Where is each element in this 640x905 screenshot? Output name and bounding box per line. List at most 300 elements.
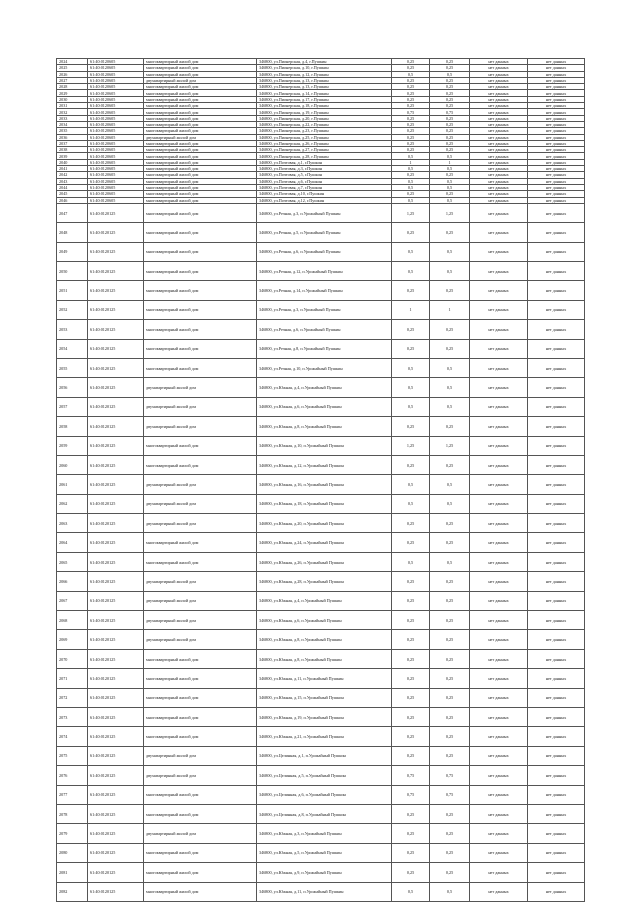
note-cell: нет данных	[528, 727, 585, 746]
row-number-cell: 2048	[57, 223, 88, 242]
area-total-cell: 0,25	[430, 611, 470, 630]
row-number-cell: 2039	[57, 153, 88, 159]
table-row	[57, 591, 585, 610]
object-type-cell: многоквартирный жилой дом	[144, 121, 257, 127]
cadastral-block-cell: 61:40:0120125	[88, 843, 144, 862]
row-number-cell: 2027	[57, 77, 88, 83]
owner-cell: нет данных	[470, 96, 528, 102]
cadastral-block-cell: 61:40:0120125	[88, 436, 144, 455]
owner-cell: нет данных	[470, 417, 528, 436]
address-cell: 346800, ул.Почтовая, д.10, г.Пушкин	[257, 191, 392, 197]
note-cell: нет данных	[528, 84, 585, 90]
object-type-cell: двухквартирный жилой дом	[144, 494, 257, 513]
note-cell: нет данных	[528, 109, 585, 115]
table-row	[57, 766, 585, 785]
cadastral-block-cell: 61:40:0120125	[88, 300, 144, 319]
table-row	[57, 262, 585, 281]
area-total-cell: 0,25	[430, 281, 470, 300]
note-cell: нет данных	[528, 59, 585, 65]
object-type-cell: многоквартирный жилой дом	[144, 178, 257, 184]
owner-cell: нет данных	[470, 727, 528, 746]
address-cell: 346800, ул.Речная, д.14, п.Урожайный Пушкин	[257, 281, 392, 300]
owner-cell: нет данных	[470, 766, 528, 785]
note-cell: нет данных	[528, 191, 585, 197]
cadastral-block-cell: 61:40:0120605	[88, 84, 144, 90]
row-number-cell: 2031	[57, 103, 88, 109]
note-cell: нет данных	[528, 494, 585, 513]
address-cell: 346800, ул.Речная, д.3, п.Урожайный Пушкин	[257, 300, 392, 319]
object-type-cell: многоквартирный жилой дом	[144, 172, 257, 178]
cadastral-block-cell: 61:40:0120605	[88, 103, 144, 109]
row-number-cell: 2059	[57, 436, 88, 455]
area-cell: 0,25	[392, 90, 430, 96]
cadastral-block-cell: 61:40:0120125	[88, 630, 144, 649]
table-row	[57, 669, 585, 688]
address-cell: 346800, ул.Южная, д.8, п.Урожайный Пушкин	[257, 417, 392, 436]
object-type-cell: многоквартирный жилой дом	[144, 669, 257, 688]
row-number-cell: 2046	[57, 197, 88, 203]
area-total-cell: 0,25	[430, 572, 470, 591]
owner-cell: нет данных	[470, 121, 528, 127]
table-row	[57, 455, 585, 474]
object-type-cell: двухквартирный жилой дом	[144, 378, 257, 397]
area-total-cell: 0,25	[430, 134, 470, 140]
area-cell: 0,5	[392, 494, 430, 513]
data-table	[56, 58, 585, 902]
object-type-cell: двухквартирный жилой дом	[144, 611, 257, 630]
row-number-cell: 2029	[57, 90, 88, 96]
cadastral-block-cell: 61:40:0120125	[88, 397, 144, 416]
owner-cell: нет данных	[470, 223, 528, 242]
object-type-cell: многоквартирный жилой дом	[144, 727, 257, 746]
row-number-cell: 2025	[57, 65, 88, 71]
row-number-cell: 2032	[57, 109, 88, 115]
row-number-cell: 2081	[57, 863, 88, 882]
note-cell: нет данных	[528, 203, 585, 222]
area-total-cell: 0,25	[430, 688, 470, 707]
owner-cell: нет данных	[470, 103, 528, 109]
area-cell: 0,5	[392, 166, 430, 172]
note-cell: нет данных	[528, 863, 585, 882]
object-type-cell: многоквартирный жилой дом	[144, 159, 257, 165]
owner-cell: нет данных	[470, 166, 528, 172]
area-cell: 0,5	[392, 358, 430, 377]
address-cell: 346800, ул.Южная, д.8, п.Урожайный Пушкин	[257, 649, 392, 668]
address-cell: 346800, ул.Пионерская, д.17, г.Пушкин	[257, 96, 392, 102]
area-cell: 0,25	[392, 533, 430, 552]
row-number-cell: 2040	[57, 159, 88, 165]
object-type-cell: многоквартирный жилой дом	[144, 90, 257, 96]
object-type-cell: двухквартирный жилой дом	[144, 417, 257, 436]
area-cell: 0,25	[392, 863, 430, 882]
cadastral-block-cell: 61:40:0120125	[88, 455, 144, 474]
cadastral-block-cell: 61:40:0120605	[88, 59, 144, 65]
table-row	[57, 611, 585, 630]
note-cell: нет данных	[528, 669, 585, 688]
cadastral-block-cell: 61:40:0120125	[88, 320, 144, 339]
area-total-cell: 0,25	[430, 746, 470, 765]
owner-cell: нет данных	[470, 397, 528, 416]
area-cell: 0,25	[392, 281, 430, 300]
object-type-cell: двухквартирный жилой дом	[144, 572, 257, 591]
note-cell: нет данных	[528, 128, 585, 134]
area-cell: 0,25	[392, 727, 430, 746]
table-row	[57, 358, 585, 377]
row-number-cell: 2072	[57, 688, 88, 707]
area-cell: 0,25	[392, 649, 430, 668]
table-row	[57, 688, 585, 707]
table-row	[57, 514, 585, 533]
area-total-cell: 0,5	[430, 397, 470, 416]
row-number-cell: 2070	[57, 649, 88, 668]
note-cell: нет данных	[528, 475, 585, 494]
object-type-cell: многоквартирный жилой дом	[144, 242, 257, 261]
table-row	[57, 746, 585, 765]
object-type-cell: многоквартирный жилой дом	[144, 115, 257, 121]
area-total-cell: 0,25	[430, 455, 470, 474]
area-cell: 0,5	[392, 262, 430, 281]
area-cell: 0,25	[392, 514, 430, 533]
area-total-cell: 0,25	[430, 591, 470, 610]
cadastral-block-cell: 61:40:0120605	[88, 77, 144, 83]
object-type-cell: многоквартирный жилой дом	[144, 71, 257, 77]
area-total-cell: 0,25	[430, 630, 470, 649]
cadastral-block-cell: 61:40:0120125	[88, 572, 144, 591]
object-type-cell: многоквартирный жилой дом	[144, 300, 257, 319]
owner-cell: нет данных	[470, 184, 528, 190]
owner-cell: нет данных	[470, 320, 528, 339]
area-total-cell: 0,5	[430, 153, 470, 159]
row-number-cell: 2075	[57, 746, 88, 765]
owner-cell: нет данных	[470, 90, 528, 96]
row-number-cell: 2035	[57, 128, 88, 134]
address-cell: 346800, ул.Пионерская, д.18, г.Пушкин	[257, 103, 392, 109]
area-cell: 0,25	[392, 804, 430, 823]
address-cell: 346800, ул.Речная, д.12, п.Урожайный Пушкин	[257, 262, 392, 281]
area-cell: 0,5	[392, 197, 430, 203]
note-cell: нет данных	[528, 121, 585, 127]
row-number-cell: 2082	[57, 882, 88, 901]
row-number-cell: 2076	[57, 766, 88, 785]
area-cell: 0,25	[392, 96, 430, 102]
address-cell: 346800, ул.Пионерская, д.28, г.Пушкин	[257, 153, 392, 159]
area-total-cell: 1	[430, 300, 470, 319]
owner-cell: нет данных	[470, 339, 528, 358]
object-type-cell: многоквартирный жилой дом	[144, 191, 257, 197]
note-cell: нет данных	[528, 746, 585, 765]
cadastral-block-cell: 61:40:0120125	[88, 863, 144, 882]
area-cell: 0,25	[392, 746, 430, 765]
cadastral-block-cell: 61:40:0120125	[88, 494, 144, 513]
cadastral-block-cell: 61:40:0120125	[88, 552, 144, 571]
address-cell: 346800, ул.Пионерская, д.13, г.Пушкин	[257, 77, 392, 83]
area-cell: 0,25	[392, 591, 430, 610]
address-cell: 346800, ул.Пионерская, д.12, г.Пушкин	[257, 71, 392, 77]
area-cell: 0,25	[392, 121, 430, 127]
address-cell: 346800, ул.Южная, д.15, п.Урожайный Пушкин	[257, 688, 392, 707]
area-total-cell: 0,25	[430, 707, 470, 726]
owner-cell: нет данных	[470, 455, 528, 474]
address-cell: 346800, ул.Целинная, д.5, п.Урожайный Пушкин	[257, 766, 392, 785]
area-total-cell: 0,5	[430, 552, 470, 571]
area-cell: 0,25	[392, 688, 430, 707]
cadastral-block-cell: 61:40:0120605	[88, 147, 144, 153]
object-type-cell: многоквартирный жилой дом	[144, 96, 257, 102]
row-number-cell: 2038	[57, 147, 88, 153]
area-cell: 0,75	[392, 109, 430, 115]
cadastral-block-cell: 61:40:0120125	[88, 358, 144, 377]
table-row	[57, 533, 585, 552]
table-row	[57, 397, 585, 416]
area-cell: 0,25	[392, 223, 430, 242]
address-cell: 346800, ул.Речная, д.5, п.Урожайный Пушкин	[257, 223, 392, 242]
object-type-cell: многоквартирный жилой дом	[144, 882, 257, 901]
table-row	[57, 223, 585, 242]
address-cell: 346800, ул.Южная, д.12, п.Урожайный Пушкин	[257, 455, 392, 474]
cadastral-block-cell: 61:40:0120605	[88, 134, 144, 140]
row-number-cell: 2034	[57, 121, 88, 127]
note-cell: нет данных	[528, 115, 585, 121]
row-number-cell: 2041	[57, 166, 88, 172]
address-cell: 346800, ул.Южная, д.11, п.Урожайный Пушкин	[257, 669, 392, 688]
object-type-cell: многоквартирный жилой дом	[144, 84, 257, 90]
object-type-cell: многоквартирный жилой дом	[144, 128, 257, 134]
owner-cell: нет данных	[470, 242, 528, 261]
area-total-cell: 0,25	[430, 65, 470, 71]
note-cell: нет данных	[528, 591, 585, 610]
object-type-cell: многоквартирный жилой дом	[144, 203, 257, 222]
object-type-cell: многоквартирный жилой дом	[144, 320, 257, 339]
address-cell: 346800, ул.Пионерская, д.22, г.Пушкин	[257, 121, 392, 127]
area-total-cell: 0,5	[430, 475, 470, 494]
table-row	[57, 378, 585, 397]
cadastral-block-cell: 61:40:0120605	[88, 140, 144, 146]
owner-cell: нет данных	[470, 300, 528, 319]
owner-cell: нет данных	[470, 707, 528, 726]
object-type-cell: двухквартирный жилой дом	[144, 514, 257, 533]
table-row	[57, 436, 585, 455]
note-cell: нет данных	[528, 90, 585, 96]
address-cell: 346800, ул.Пионерская, д.26, г.Пушкин	[257, 140, 392, 146]
area-total-cell: 0,5	[430, 378, 470, 397]
object-type-cell: двухквартирный жилой дом	[144, 77, 257, 83]
address-cell: 346800, ул.Южная, д.3, п.Урожайный Пушкин	[257, 824, 392, 843]
note-cell: нет данных	[528, 766, 585, 785]
cadastral-block-cell: 61:40:0120605	[88, 197, 144, 203]
area-cell: 0,25	[392, 140, 430, 146]
object-type-cell: многоквартирный жилой дом	[144, 688, 257, 707]
cadastral-block-cell: 61:40:0120125	[88, 591, 144, 610]
table-row	[57, 572, 585, 591]
address-cell: 346800, ул.Целинная, д.6, п.Урожайный Пушкин	[257, 785, 392, 804]
row-number-cell: 2028	[57, 84, 88, 90]
cadastral-block-cell: 61:40:0120605	[88, 121, 144, 127]
owner-cell: нет данных	[470, 115, 528, 121]
object-type-cell: двухквартирный жилой дом	[144, 746, 257, 765]
owner-cell: нет данных	[470, 71, 528, 77]
area-cell: 0,25	[392, 77, 430, 83]
row-number-cell: 2065	[57, 552, 88, 571]
area-cell: 0,25	[392, 128, 430, 134]
owner-cell: нет данных	[470, 197, 528, 203]
owner-cell: нет данных	[470, 65, 528, 71]
area-cell: 0,75	[392, 766, 430, 785]
address-cell: 346800, ул.Пионерская, д.19, г.Пушкин	[257, 109, 392, 115]
table-row	[57, 417, 585, 436]
address-cell: 346800, ул.Речная, д.3, п.Урожайный Пушкин	[257, 203, 392, 222]
area-total-cell: 0,25	[430, 121, 470, 127]
area-cell: 0,5	[392, 184, 430, 190]
area-total-cell: 0,5	[430, 242, 470, 261]
object-type-cell: многоквартирный жилой дом	[144, 223, 257, 242]
area-total-cell: 0,25	[430, 824, 470, 843]
note-cell: нет данных	[528, 172, 585, 178]
object-type-cell: многоквартирный жилой дом	[144, 785, 257, 804]
owner-cell: нет данных	[470, 84, 528, 90]
address-cell: 346800, ул.Южная, д.18, п.Урожайный Пушкин	[257, 494, 392, 513]
address-cell: 346800, ул.Почтовая, д.5, г.Пушкин	[257, 172, 392, 178]
row-number-cell: 2043	[57, 178, 88, 184]
cadastral-block-cell: 61:40:0120125	[88, 766, 144, 785]
address-cell: 346800, ул.Южная, д.5, п.Урожайный Пушкин	[257, 843, 392, 862]
note-cell: нет данных	[528, 436, 585, 455]
table-body	[57, 59, 585, 902]
row-number-cell: 2050	[57, 262, 88, 281]
area-cell: 0,5	[392, 178, 430, 184]
object-type-cell: двухквартирный жилой дом	[144, 766, 257, 785]
row-number-cell: 2056	[57, 378, 88, 397]
cadastral-block-cell: 61:40:0120125	[88, 242, 144, 261]
row-number-cell: 2024	[57, 59, 88, 65]
note-cell: нет данных	[528, 397, 585, 416]
row-number-cell: 2062	[57, 494, 88, 513]
owner-cell: нет данных	[470, 109, 528, 115]
row-number-cell: 2074	[57, 727, 88, 746]
note-cell: нет данных	[528, 153, 585, 159]
row-number-cell: 2033	[57, 115, 88, 121]
row-number-cell: 2078	[57, 804, 88, 823]
row-number-cell: 2066	[57, 572, 88, 591]
table-row	[57, 494, 585, 513]
area-total-cell: 0,25	[430, 649, 470, 668]
owner-cell: нет данных	[470, 153, 528, 159]
address-cell: 346800, ул.Южная, д.16, п.Урожайный Пушкин	[257, 475, 392, 494]
table-row	[57, 882, 585, 901]
area-cell: 0,5	[392, 882, 430, 901]
owner-cell: нет данных	[470, 262, 528, 281]
row-number-cell: 2079	[57, 824, 88, 843]
owner-cell: нет данных	[470, 140, 528, 146]
area-total-cell: 1,25	[430, 203, 470, 222]
area-cell: 0,25	[392, 320, 430, 339]
address-cell: 346800, ул.Целинная, д.8, п.Урожайный Пушкин	[257, 804, 392, 823]
object-type-cell: многоквартирный жилой дом	[144, 281, 257, 300]
cadastral-block-cell: 61:40:0120605	[88, 191, 144, 197]
cadastral-block-cell: 61:40:0120605	[88, 178, 144, 184]
area-total-cell: 0,75	[430, 766, 470, 785]
cadastral-block-cell: 61:40:0120605	[88, 109, 144, 115]
row-number-cell: 2053	[57, 320, 88, 339]
row-number-cell: 2080	[57, 843, 88, 862]
row-number-cell: 2063	[57, 514, 88, 533]
note-cell: нет данных	[528, 140, 585, 146]
area-cell: 0,5	[392, 71, 430, 77]
owner-cell: нет данных	[470, 649, 528, 668]
row-number-cell: 2064	[57, 533, 88, 552]
note-cell: нет данных	[528, 320, 585, 339]
table-row	[57, 552, 585, 571]
area-total-cell: 0,5	[430, 184, 470, 190]
address-cell: 346800, ул.Почтовая, д.3, г.Пушкин	[257, 166, 392, 172]
area-cell: 0,25	[392, 147, 430, 153]
area-total-cell: 1,25	[430, 436, 470, 455]
note-cell: нет данных	[528, 378, 585, 397]
note-cell: нет данных	[528, 824, 585, 843]
owner-cell: нет данных	[470, 436, 528, 455]
note-cell: нет данных	[528, 65, 585, 71]
address-cell: 346800, ул.Пионерская, д.20, г.Пушкин	[257, 115, 392, 121]
address-cell: 346800, ул.Пионерская, д.14, г.Пушкин	[257, 90, 392, 96]
area-total-cell: 0,25	[430, 115, 470, 121]
note-cell: нет данных	[528, 178, 585, 184]
object-type-cell: многоквартирный жилой дом	[144, 262, 257, 281]
area-cell: 0,25	[392, 172, 430, 178]
note-cell: нет данных	[528, 262, 585, 281]
area-total-cell: 0,25	[430, 96, 470, 102]
note-cell: нет данных	[528, 166, 585, 172]
row-number-cell: 2071	[57, 669, 88, 688]
note-cell: нет данных	[528, 688, 585, 707]
note-cell: нет данных	[528, 281, 585, 300]
area-cell: 0,25	[392, 103, 430, 109]
object-type-cell: многоквартирный жилой дом	[144, 59, 257, 65]
cadastral-block-cell: 61:40:0120125	[88, 281, 144, 300]
row-number-cell: 2068	[57, 611, 88, 630]
cadastral-block-cell: 61:40:0120125	[88, 378, 144, 397]
row-number-cell: 2030	[57, 96, 88, 102]
owner-cell: нет данных	[470, 358, 528, 377]
address-cell: 346800, ул.Целинная, д.1, п.Урожайный Пушкин	[257, 746, 392, 765]
owner-cell: нет данных	[470, 688, 528, 707]
cadastral-block-cell: 61:40:0120125	[88, 707, 144, 726]
table-row	[57, 804, 585, 823]
table-row	[57, 824, 585, 843]
area-cell: 0,5	[392, 242, 430, 261]
cadastral-block-cell: 61:40:0120125	[88, 475, 144, 494]
owner-cell: нет данных	[470, 669, 528, 688]
note-cell: нет данных	[528, 77, 585, 83]
address-cell: 346800, ул.Южная, д.24, п.Урожайный Пушкин	[257, 533, 392, 552]
area-total-cell: 0,5	[430, 166, 470, 172]
area-total-cell: 0,75	[430, 785, 470, 804]
cadastral-block-cell: 61:40:0120125	[88, 688, 144, 707]
object-type-cell: многоквартирный жилой дом	[144, 455, 257, 474]
row-number-cell: 2049	[57, 242, 88, 261]
cadastral-block-cell: 61:40:0120125	[88, 669, 144, 688]
address-cell: 346800, ул.Пионерская, д.23, г.Пушкин	[257, 128, 392, 134]
area-total-cell: 0,25	[430, 84, 470, 90]
row-number-cell: 2057	[57, 397, 88, 416]
note-cell: нет данных	[528, 339, 585, 358]
table-row	[57, 339, 585, 358]
owner-cell: нет данных	[470, 746, 528, 765]
address-cell: 346800, ул.Южная, д.21, п.Урожайный Пушкин	[257, 727, 392, 746]
object-type-cell: двухквартирный жилой дом	[144, 475, 257, 494]
object-type-cell: многоквартирный жилой дом	[144, 184, 257, 190]
address-cell: 346800, ул.Южная, д.4, п.Урожайный Пушкин	[257, 591, 392, 610]
area-total-cell: 0,5	[430, 494, 470, 513]
cadastral-block-cell: 61:40:0120605	[88, 128, 144, 134]
